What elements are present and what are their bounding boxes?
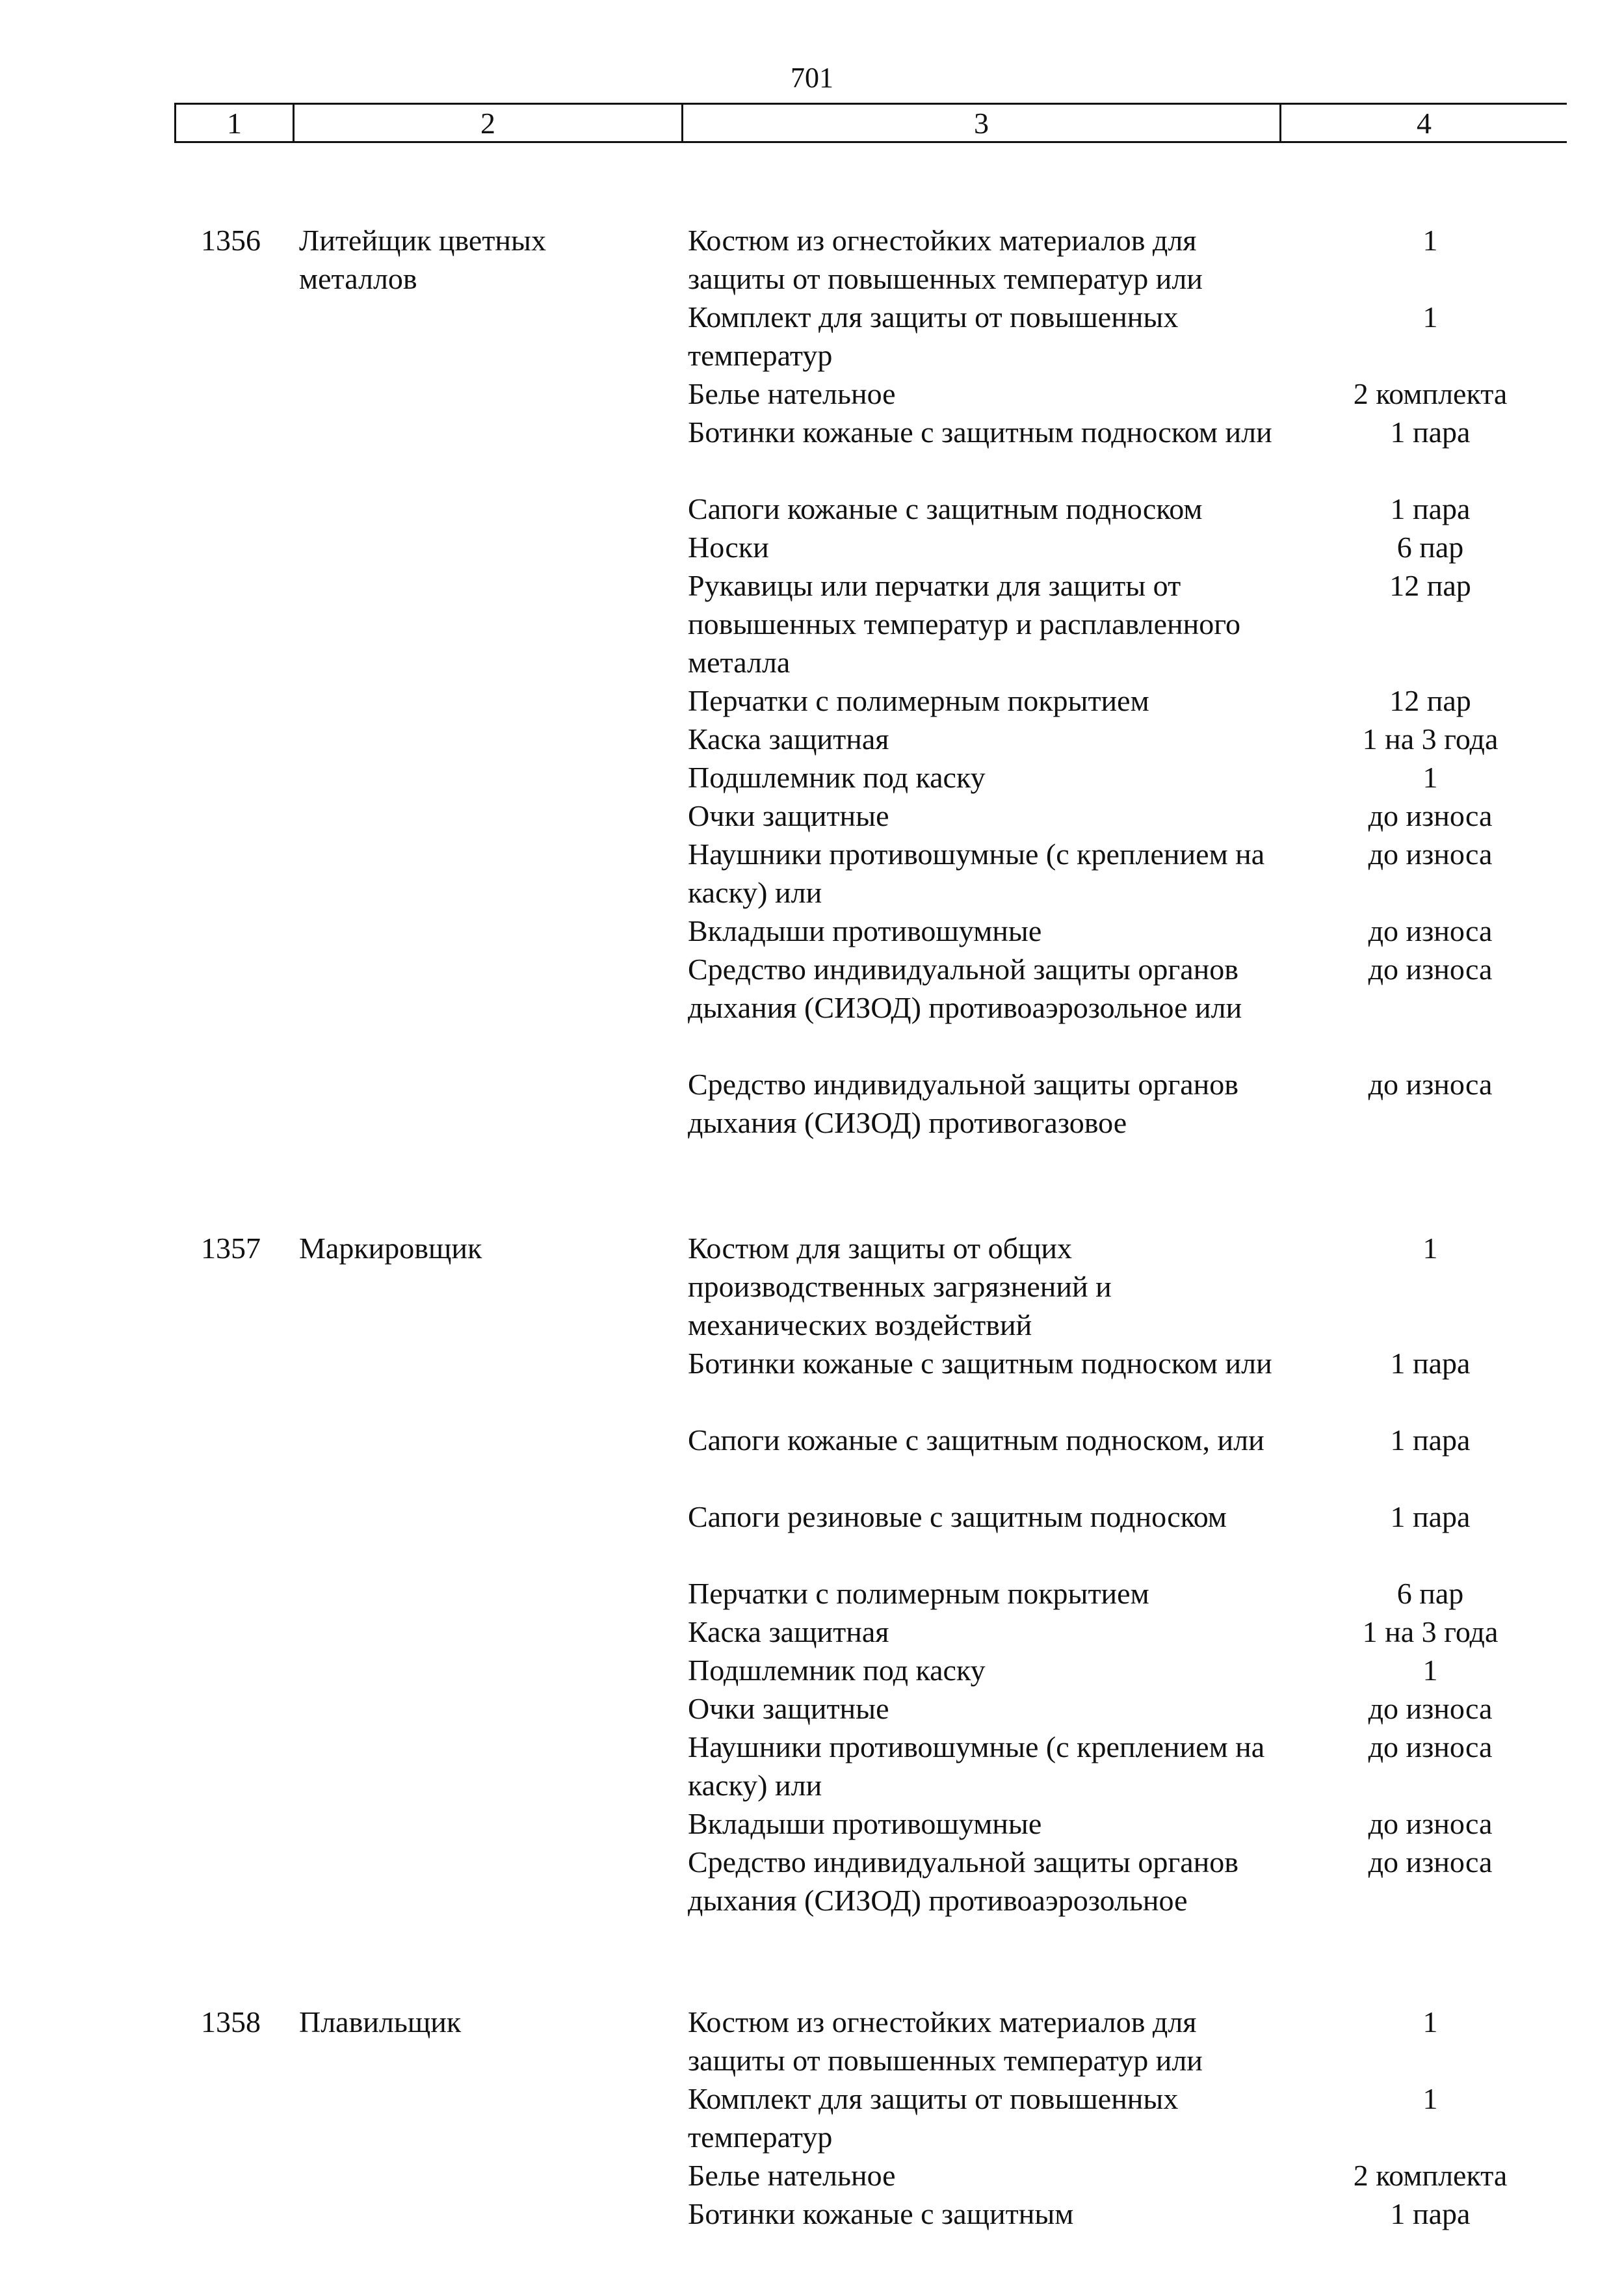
- item-description: Вкладыши противошумные: [688, 914, 1042, 947]
- item-quantity: до износа: [1368, 1068, 1493, 1101]
- item-description: Комплект для защиты от повышенных температур: [688, 2082, 1179, 2154]
- item-description: Перчатки с полимерным покрытием: [688, 1577, 1149, 1610]
- item-quantity: до износа: [1368, 1730, 1493, 1763]
- profession-name: Литейщик цветных металлов: [299, 224, 546, 295]
- item-description: Комплект для защиты от повышенных температур: [688, 300, 1179, 372]
- section-number: 1357: [201, 1232, 261, 1265]
- item-description: Ботинки кожаные с защитным: [688, 2197, 1074, 2230]
- item-description: Белье нательное: [688, 377, 896, 410]
- item-quantity: до износа: [1368, 799, 1493, 832]
- item-description: Белье нательное: [688, 2159, 896, 2192]
- item-quantity: 12 пар: [1389, 684, 1471, 717]
- item-description: Наушники противошумные (с креплением на каску) или: [688, 1730, 1265, 1802]
- item-description: Вкладыши противошумные: [688, 1807, 1042, 1840]
- item-quantity: 1 пара: [1390, 1500, 1471, 1533]
- item-description: Каска защитная: [688, 722, 889, 756]
- item-description: Каска защитная: [688, 1615, 889, 1648]
- item-quantity: 6 пар: [1396, 1577, 1464, 1610]
- item-quantity: 1: [1422, 1232, 1438, 1265]
- item-description: Средство индивидуальной защиты органов дыхания (СИЗОД) противогазовое: [688, 1068, 1238, 1139]
- item-description: Наушники противошумные (с креплением на каску) или: [688, 838, 1265, 909]
- column-header-4: 4: [1279, 105, 1567, 141]
- column-header-row: [174, 103, 1567, 143]
- item-quantity: 1: [1422, 1654, 1438, 1687]
- item-quantity: до износа: [1368, 838, 1493, 871]
- item-description: Перчатки с полимерным покрытием: [688, 684, 1149, 717]
- section-number: 1358: [201, 2005, 261, 2039]
- item-description: Костюм из огнестойких материалов для защиты от повышенных температур или: [688, 2005, 1203, 2077]
- item-quantity: 1 на 3 года: [1362, 722, 1499, 756]
- item-description: Сапоги резиновые с защитным подноском: [688, 1500, 1227, 1533]
- item-description: Подшлемник под каску: [688, 761, 986, 794]
- item-description: Подшлемник под каску: [688, 1654, 986, 1687]
- item-description: Рукавицы или перчатки для защиты от повышенных температур и расплавленного металла: [688, 569, 1240, 679]
- item-quantity: до износа: [1368, 953, 1493, 986]
- item-quantity: 2 комплекта: [1353, 377, 1508, 410]
- item-quantity: 12 пар: [1389, 569, 1471, 602]
- item-quantity: до износа: [1368, 1845, 1493, 1879]
- page-number: 701: [791, 62, 833, 94]
- item-quantity: 1: [1422, 300, 1438, 334]
- item-quantity: 1 пара: [1390, 416, 1471, 449]
- item-description: Очки защитные: [688, 1692, 889, 1725]
- item-description: Ботинки кожаные с защитным подноском или: [688, 1347, 1272, 1380]
- item-quantity: 1: [1422, 2005, 1438, 2039]
- item-quantity: 1 пара: [1390, 1347, 1471, 1380]
- item-quantity: 1 на 3 года: [1362, 1615, 1499, 1648]
- item-quantity: 1: [1422, 224, 1438, 257]
- column-header-2: 2: [293, 105, 681, 141]
- item-description: Средство индивидуальной защиты органов дыхания (СИЗОД) противоаэрозольное: [688, 1845, 1238, 1917]
- profession-name: Плавильщик: [299, 2005, 462, 2039]
- item-quantity: 1 пара: [1390, 1423, 1471, 1457]
- column-header-3: 3: [681, 105, 1279, 141]
- profession-name: Маркировщик: [299, 1232, 482, 1265]
- column-header-1: 1: [174, 105, 293, 141]
- item-description: Сапоги кожаные с защитным подноском, или: [688, 1423, 1264, 1457]
- item-quantity: до износа: [1368, 1692, 1493, 1725]
- item-description: Костюм из огнестойких материалов для защиты от повышенных температур или: [688, 224, 1203, 295]
- item-quantity: 6 пар: [1396, 531, 1464, 564]
- item-description: Костюм для защиты от общих производственных загрязнений и механических воздействий: [688, 1232, 1112, 1341]
- item-description: Средство индивидуальной защиты органов дыхания (СИЗОД) противоаэрозольное или: [688, 953, 1242, 1024]
- item-quantity: до износа: [1368, 1807, 1493, 1840]
- item-quantity: 1: [1422, 2082, 1438, 2115]
- item-description: Носки: [688, 531, 769, 564]
- item-quantity: 2 комплекта: [1353, 2159, 1508, 2192]
- item-description: Ботинки кожаные с защитным подноском или: [688, 416, 1272, 449]
- item-quantity: 1: [1422, 761, 1438, 794]
- item-description: Сапоги кожаные с защитным подноском: [688, 492, 1203, 525]
- item-quantity: 1 пара: [1390, 2197, 1471, 2230]
- section-number: 1356: [201, 224, 261, 257]
- item-description: Очки защитные: [688, 799, 889, 832]
- item-quantity: 1 пара: [1390, 492, 1471, 525]
- item-quantity: до износа: [1368, 914, 1493, 947]
